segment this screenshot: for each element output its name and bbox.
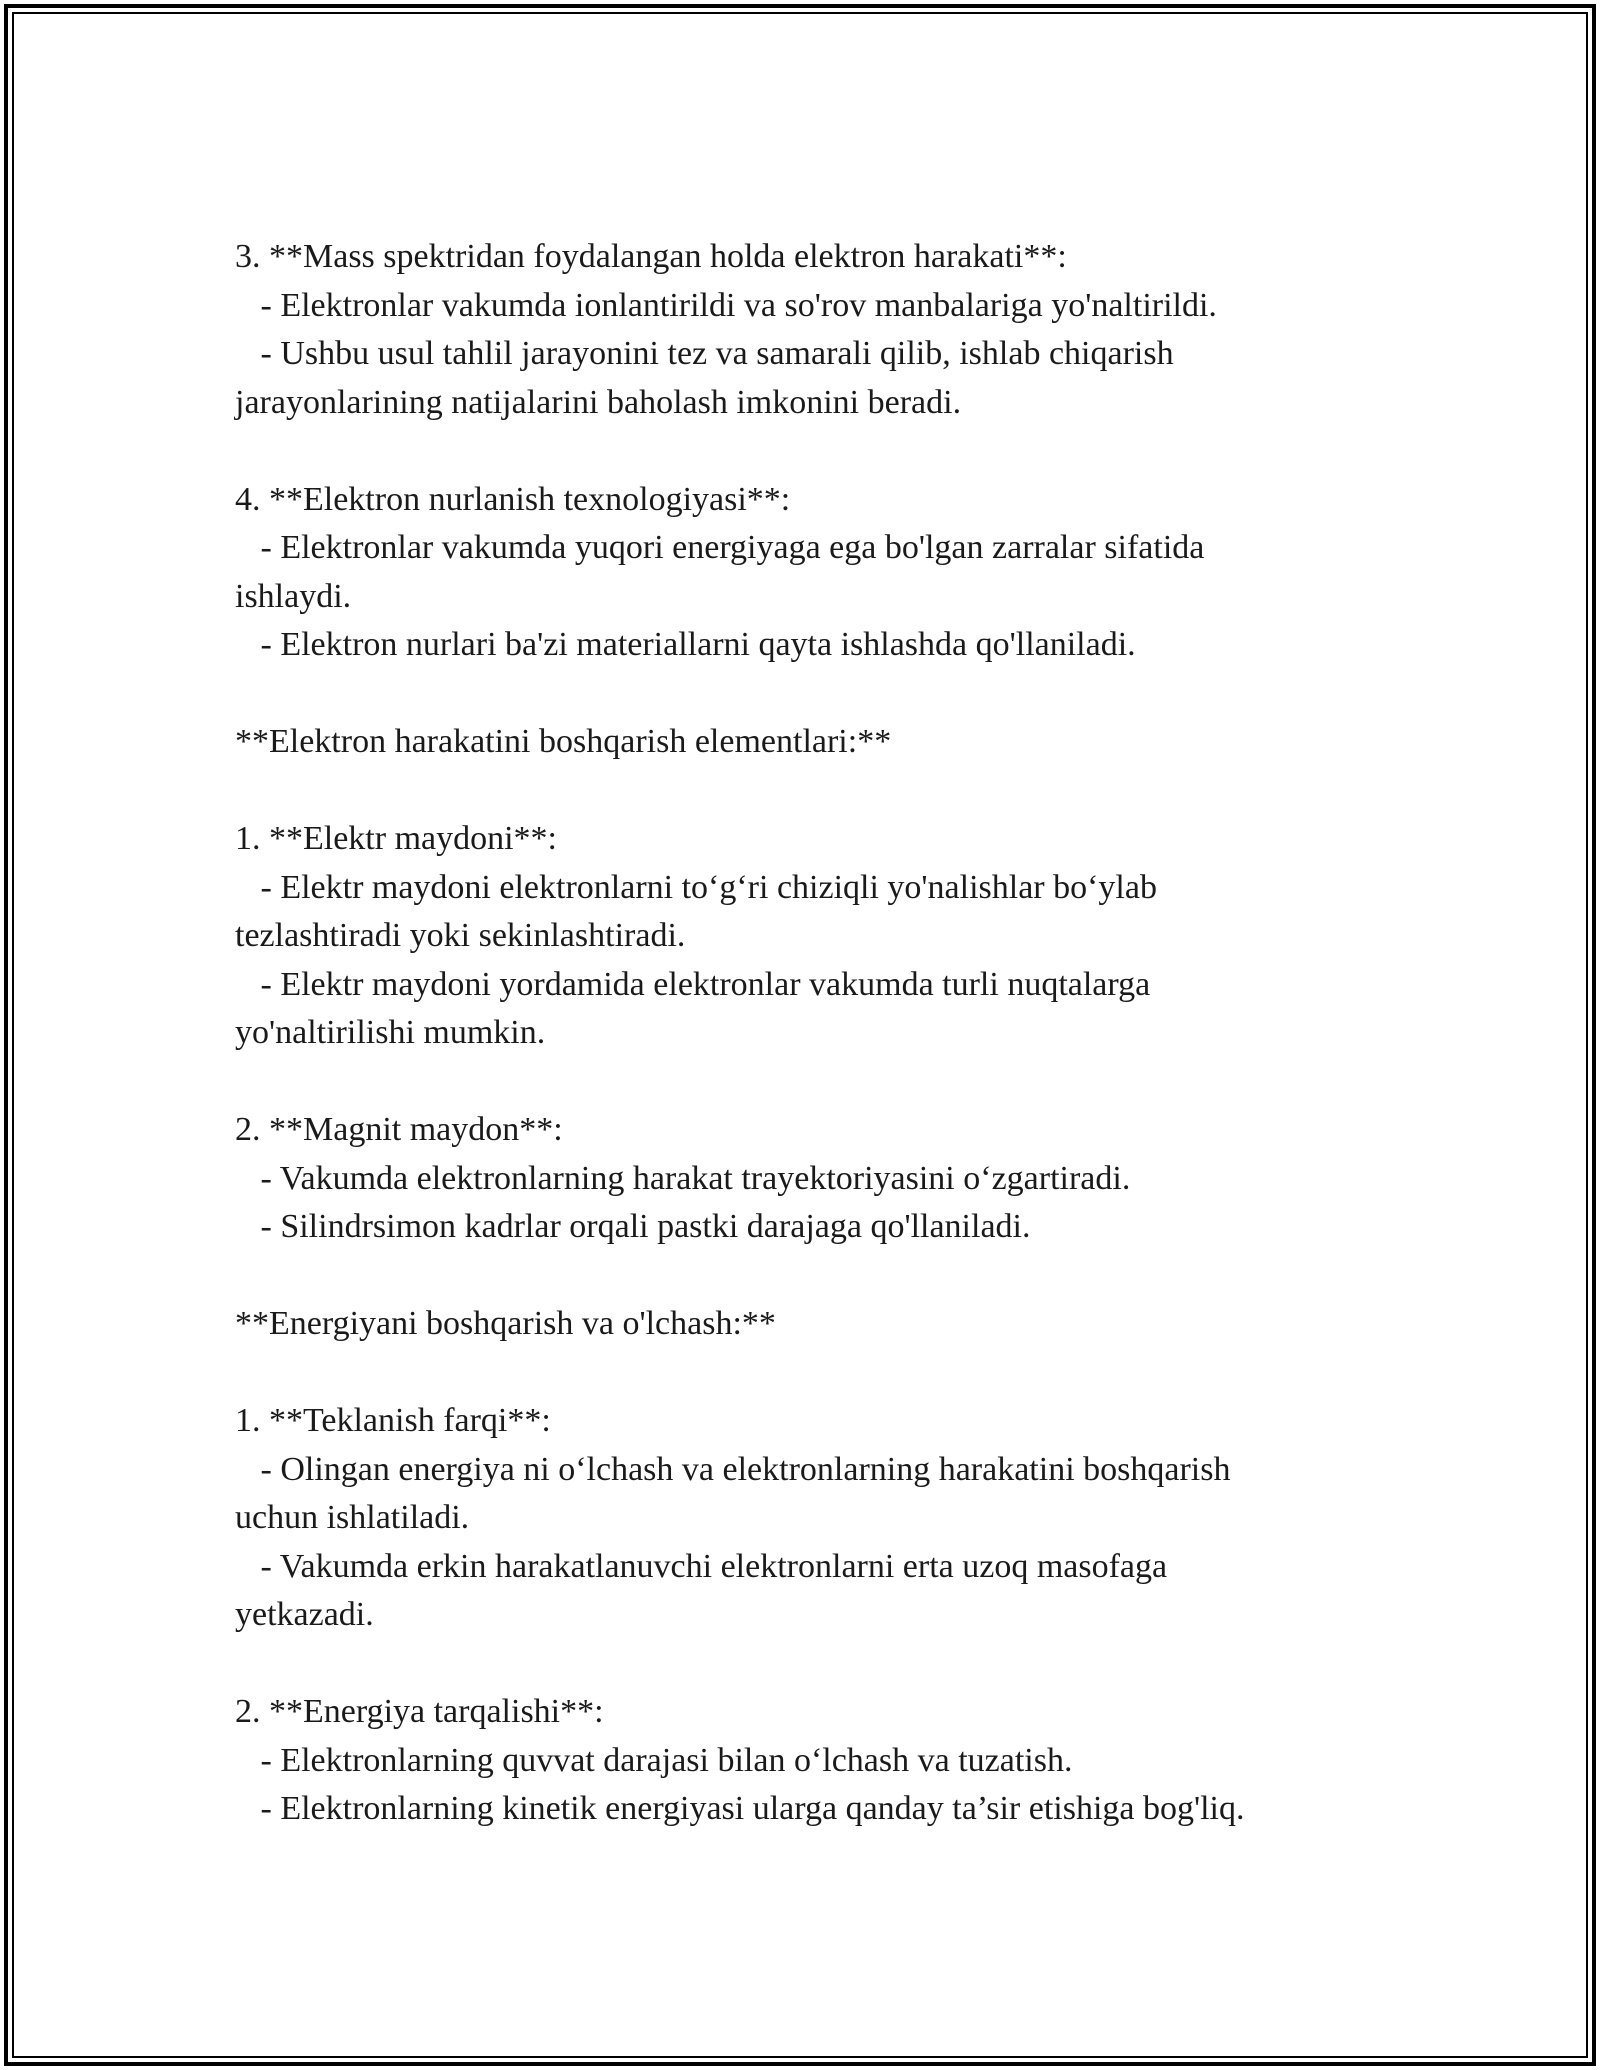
text-line: yo'naltirilishi mumkin.	[235, 1014, 546, 1051]
text-line: tezlashtiradi yoki sekinlashtiradi.	[235, 917, 686, 954]
text-line: 1. **Elektr maydoni**:	[235, 820, 558, 857]
text-line: - Elektr maydoni yordamida elektronlar vakumda turli nuqtalarga	[235, 965, 1151, 1003]
text-line: jarayonlarining natijalarini baholash imkonini beradi.	[235, 383, 962, 421]
text-line: - Elektronlar vakumda ionlantirildi va so'rov manbalariga yo'naltirildi.	[235, 286, 1217, 324]
text-line: 3. **Mass spektridan foydalangan holda elektron harakati**:	[235, 238, 1067, 275]
blank-line	[235, 427, 1375, 476]
text-line: 2. **Energiya tarqalishi**:	[235, 1693, 604, 1730]
blank-line	[235, 1640, 1375, 1689]
text-line: - Elektr maydoni elektronlarni to‘g‘ri chiziqli yo'nalishlar bo‘ylab	[235, 868, 1157, 906]
text-line: - Elektronlarning quvvat darajasi bilan o‘lchash va tuzatish.	[235, 1741, 1073, 1779]
text-line: 4. **Elektron nurlanish texnologiyasi**:	[235, 480, 791, 518]
text-line: - Elektronlarning kinetik energiyasi ularga qanday ta’sir etishiga bog'liq.	[235, 1790, 1245, 1827]
blank-line	[235, 1349, 1375, 1398]
text-line: - Ushbu usul tahlil jarayonini tez va samarali qilib, ishlab chiqarish	[235, 335, 1174, 372]
blank-line	[235, 767, 1375, 816]
text-line: - Silindrsimon kadrlar orqali pastki darajaga qo'llaniladi.	[235, 1208, 1031, 1245]
section-heading: **Elektron harakatini boshqarish elementlari:**	[235, 723, 892, 760]
text-line: 1. **Teklanish farqi**:	[235, 1402, 551, 1439]
document-body	[235, 233, 1375, 1834]
text-line: ishlaydi.	[235, 577, 352, 615]
text-line: - Elektron nurlari ba'zi materiallarni qayta ishlashda qo'llaniladi.	[235, 626, 1136, 663]
text-line: uchun ishlatiladi.	[235, 1499, 470, 1536]
section-heading: **Energiyani boshqarish va o'lchash:**	[235, 1305, 776, 1342]
blank-line	[235, 1058, 1375, 1107]
blank-line	[235, 1252, 1375, 1301]
text-line: - Vakumda erkin harakatlanuvchi elektronlarni erta uzoq masofaga	[235, 1547, 1168, 1585]
text-line: yetkazadi.	[235, 1596, 374, 1633]
text-line: - Elektronlar vakumda yuqori energiyaga ega bo'lgan zarralar sifatida	[235, 529, 1205, 566]
text-line: - Vakumda elektronlarning harakat trayektoriyasini o‘zgartiradi.	[235, 1159, 1131, 1197]
text-line: - Olingan energiya ni o‘lchash va elektronlarning harakatini boshqarish	[235, 1450, 1231, 1488]
blank-line	[235, 670, 1375, 719]
text-line: 2. **Magnit maydon**:	[235, 1111, 563, 1148]
